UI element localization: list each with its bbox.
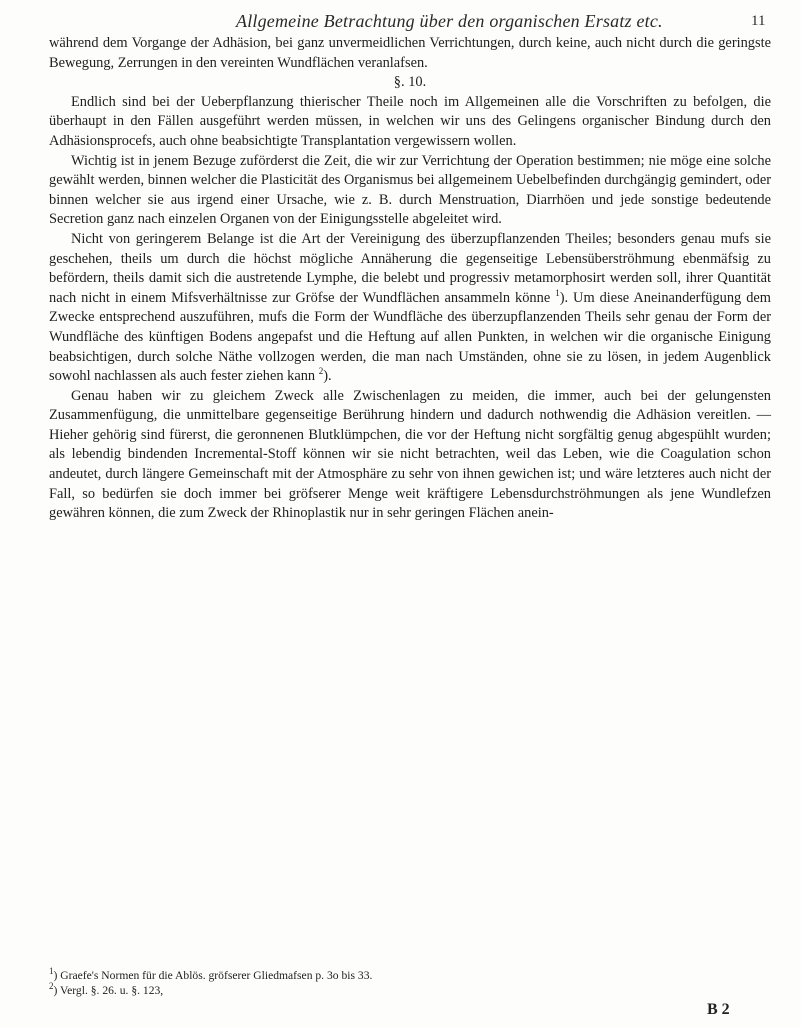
paragraph-text: . Um diese Aneinanderfügung dem Zwecke entsprechend auszuführen, mufs die Form der Wundfläche des überzupflanzenden Theils sehr genau der Form der Wundfläche des künftigen Bodens angepafst und die Heftung auf allen Punkten, in welchen wir die organische Einigung beabsichtigen, durch solche Näthe vollzogen werden, die man nach Umständen, ohne sie zu lösen, in jedem Augenblick sowohl nachlassen als auch fester ziehen kann [49, 289, 771, 385]
paragraph: Nicht von geringerem Belange ist die Art der Vereinigung des überzupflanzenden Theiles; besonders genau mufs sie geschehen, theils um durch die höchst mögliche Annäherung die gegenseitige Lebensüberströhmung ebenmäfsig zu befördern, theils damit sich die austretende Lymphe, die belebt und progressiv metamorphosirt werden soll, ihrer Quantität nach nicht in einem Mifsverhältnisse zur Gröfse der Wundflächen ansammeln könne $^1$). Um diese Aneinanderfügung dem Zwecke entsprechend auszuführen, mufs die Form der Wundfläche des überzupflanzenden Theils sehr genau der Form der Wundfläche des künftigen Bodens angepafst und die Heftung auf allen Punkten, in welchen wir die organische Einigung beabsichtigen, durch solche Näthe vollzogen werden, die man nach Umständen, ohne sie zu lösen, in jedem Augenblick sowohl nachlassen als auch fester ziehen kann $^2$). [49, 230, 771, 385]
footnote-text: ) Vergl. §. 26. u. §. 123, [53, 984, 164, 997]
footnote-ref: 2 [318, 366, 324, 377]
page-number: 11 [751, 13, 766, 29]
paragraph-continuation: während dem Vorgange der Adhäsion, bei ganz unvermeidlichen Verrichtungen, durch keine, auch nicht durch die geringste Bewegung, Zerrungen in den vereinten Wundflächen veranlafsen. [49, 35, 771, 71]
section-heading: §. 10. [393, 74, 427, 91]
signature-mark: B 2 [707, 1001, 730, 1018]
paragraph-text: . [328, 368, 332, 385]
footnote [49, 968, 771, 983]
main-text [49, 34, 771, 524]
paragraph-text: Nicht von geringerem Belange ist die Art der Vereinigung des überzupflanzenden Theiles; besonders genau mufs sie geschehen, theils um durch die höchst mögliche Annäherung die gegenseitige Lebensüberströhmung ebenmäfsig zu befördern, theils damit sich die austretende Lymphe, die belebt und progressiv metamorphosirt werden soll, ihrer Quantität nach nicht in einem Mifsverhältnisse zur Gröfse der Wundflächen ansammeln könne [49, 230, 771, 306]
footnote-mark: 1 [49, 966, 54, 977]
footnotes [49, 968, 771, 998]
footnote-mark: 2 [49, 981, 54, 992]
paragraph: Genau haben wir zu gleichem Zweck alle Zwischenlagen zu meiden, die immer, auch bei der gelungensten Zusammenfügung, die unmittelbare gegenseitige Berührung hindern und dadurch nothwendig die Adhäsion vereitlen. — Hieher gehörig sind fürerst, die geronnenen Blutklümpchen, die vor der Heftung nicht sorgfältig genug abgespühlt wurden; als lebendig bindenden Incremental-Stoff können wir sie nicht betrachten, weil das Leben, wie die Coagulation schon andeutet, durch längere Gemeinschaft mit der Atmosphäre zu sehr von ihnen gewichen ist; und wäre letzteres auch nicht der Fall, so bedürfen sie doch immer bei gröfserer Menge weit kräftigere Lebensdurchströhmungen als jene Wundlefzen gewähren können, die zum Zweck der Rhinoplastik nur in sehr geringen Flächen anein- [49, 387, 771, 522]
footnote-text: ) Graefe's Normen für die Ablös. gröfserer Gliedmafsen p. 3o bis 33. [53, 969, 373, 982]
running-head [0, 8, 801, 34]
footnote-ref: 1 [555, 287, 560, 298]
paragraph: Endlich sind bei der Ueberpflanzung thierischer Theile noch im Allgemeinen alle die Vorschriften zu befolgen, die überhaupt in den Fällen ausgeführt werden müssen, in welchen wir uns des Gelingens organischer Bindung durch den Adhäsionsprocefs, auch ohne beabsichtigte Transplantation vergewissern wollen. [49, 93, 771, 149]
running-title: Allgemeine Betrachtung über den organischen Ersatz etc. [236, 11, 663, 31]
footnote [49, 983, 771, 998]
paragraph: Wichtig ist in jenem Bezuge zuförderst die Zeit, die wir zur Verrichtung der Operation bestimmen; nie möge eine solche gewählt werden, binnen welcher die Plasticität des Organismus bei allgemeinem Uebelbefinden durchgängig gemindert, oder binnen welcher sie aus irgend einer Ursache, wie z. B. durch Menstruation, Diarrhöen und jede sonstige bedeutende Secretion ganz nach einzelen Organen von der Einigungsstelle abgeleitet wird. [49, 152, 771, 228]
